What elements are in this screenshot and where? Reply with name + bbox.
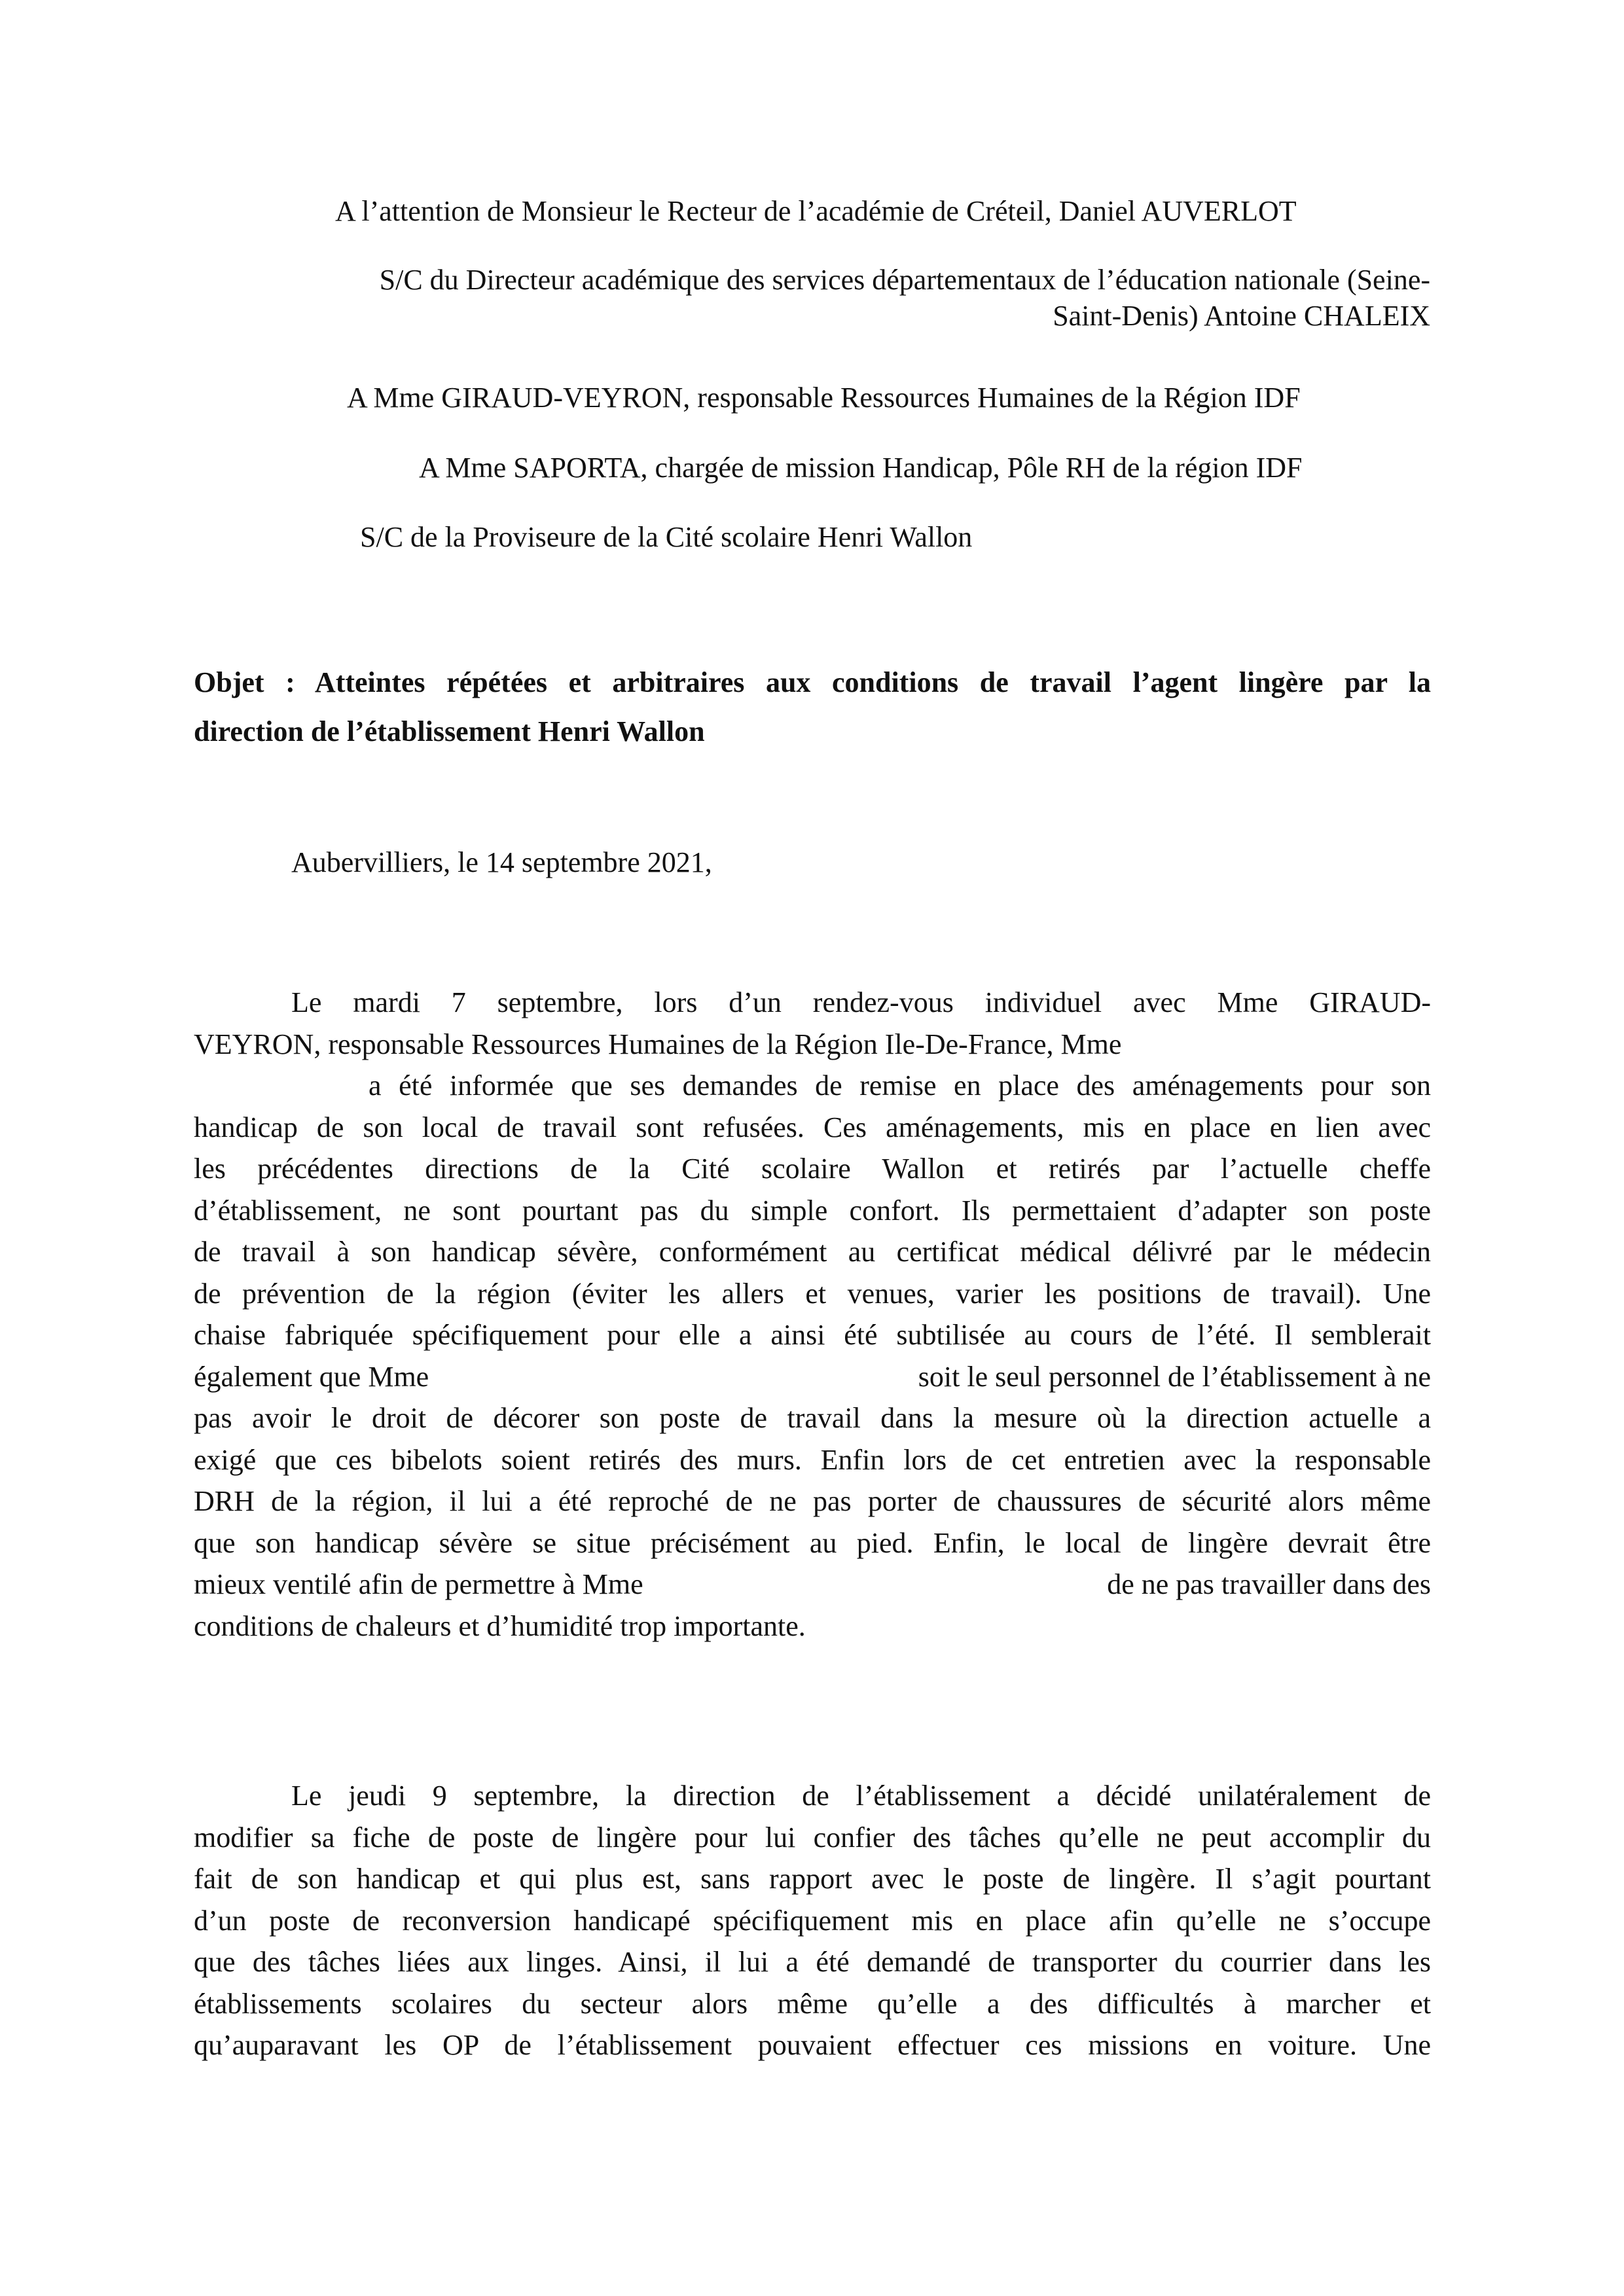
paragraph-line: chaise fabriquée spécifiquement pour elle a ainsi été subtilisée au cours de l’été. Il semblerait	[194, 1319, 1431, 1351]
letter-subject	[194, 658, 1431, 756]
subject-line2: direction de l’établissement Henri Wallon	[194, 715, 705, 747]
paragraph-line: d’un poste de reconversion handicapé spécifiquement mis en place afin qu’elle ne s’occupe	[194, 1904, 1431, 1937]
recipient-principal: S/C de la Proviseure de la Cité scolaire Henri Wallon	[360, 521, 973, 553]
recipient-director-line1: S/C du Directeur académique des services départementaux de l’éducation nationale (Seine-	[379, 264, 1430, 296]
subject-line1: Objet : Atteintes répétées et arbitraires aux conditions de travail l’agent lingère par la	[194, 666, 1431, 698]
recipient-disability-officer: A Mme SAPORTA, chargée de mission Handicap, Pôle RH de la région IDF	[419, 452, 1303, 484]
paragraph-line: modifier sa fiche de poste de lingère pour lui confier des tâches qu’elle ne peut accomplir du	[194, 1821, 1431, 1854]
paragraph-line: les précédentes directions de la Cité scolaire Wallon et retirés par l’actuelle cheffe	[194, 1153, 1431, 1185]
paragraph-line: DRH de la région, il lui a été reproché de ne pas porter de chaussures de sécurité alors même	[194, 1485, 1431, 1517]
paragraph-line-split	[194, 1356, 1431, 1398]
recipient-hr-manager: A Mme GIRAUD-VEYRON, responsable Ressources Humaines de la Région IDF	[347, 382, 1301, 414]
paragraph-line: de prévention de la région (éviter les allers et venues, varier les positions de travail). Une	[194, 1277, 1431, 1310]
paragraph-line-split	[194, 1564, 1431, 1605]
paragraph-line: établissements scolaires du secteur alors même qu’elle a des difficultés à marcher et	[194, 1987, 1431, 2020]
paragraph-line: handicap de son local de travail sont refusées. Ces aménagements, mis en place en lien avec	[194, 1111, 1431, 1143]
paragraph-line: Le jeudi 9 septembre, la direction de l’établissement a décidé unilatéralement de	[291, 1780, 1431, 1812]
letter-date: Aubervilliers, le 14 septembre 2021,	[291, 846, 712, 878]
paragraph-line: exigé que ces bibelots soient retirés des murs. Enfin lors de cet entretien avec la responsable	[194, 1443, 1431, 1476]
paragraph-1	[194, 982, 1431, 1647]
paragraph-line: qu’auparavant les OP de l’établissement pouvaient effectuer ces missions en voiture. Une	[194, 2029, 1431, 2061]
paragraph-line-part: soit le seul personnel de l’établissement à ne	[918, 1360, 1431, 1393]
paragraph-line: que son handicap sévère se situe précisément au pied. Enfin, le local de lingère devrait être	[194, 1526, 1431, 1559]
recipient-director	[380, 262, 1430, 334]
paragraph-line: de travail à son handicap sévère, conformément au certificat médical délivré par le médecin	[194, 1236, 1431, 1268]
paragraph-line: a été informée que ses demandes de remise en place des aménagements pour son	[369, 1069, 1431, 1102]
paragraph-2	[194, 1775, 1431, 2066]
paragraph-line: Le mardi 7 septembre, lors d’un rendez-vous individuel avec Mme GIRAUD-	[291, 986, 1431, 1018]
paragraph-line: fait de son handicap et qui plus est, sans rapport avec le poste de lingère. Il s’agit pourtant	[194, 1863, 1431, 1895]
paragraph-line-part: mieux ventilé afin de permettre à Mme	[194, 1568, 643, 1600]
recipient-rector: A l’attention de Monsieur le Recteur de l’académie de Créteil, Daniel AUVERLOT	[335, 195, 1297, 227]
paragraph-line: conditions de chaleurs et d’humidité trop importante.	[194, 1609, 806, 1642]
paragraph-line: pas avoir le droit de décorer son poste de travail dans la mesure où la direction actuelle a	[194, 1402, 1431, 1434]
paragraph-line: que des tâches liées aux linges. Ainsi, il lui a été demandé de transporter du courrier dans les	[194, 1946, 1431, 1978]
paragraph-line-part: également que Mme	[194, 1360, 429, 1393]
paragraph-line-part: de ne pas travailler dans des	[1107, 1568, 1431, 1600]
paragraph-line: d’établissement, ne sont pourtant pas du simple confort. Ils permettaient d’adapter son poste	[194, 1194, 1431, 1227]
paragraph-line: VEYRON, responsable Ressources Humaines de la Région Ile-De-France, Mme	[194, 1028, 1122, 1060]
recipient-director-line2: Saint-Denis) Antoine CHALEIX	[1053, 300, 1430, 332]
